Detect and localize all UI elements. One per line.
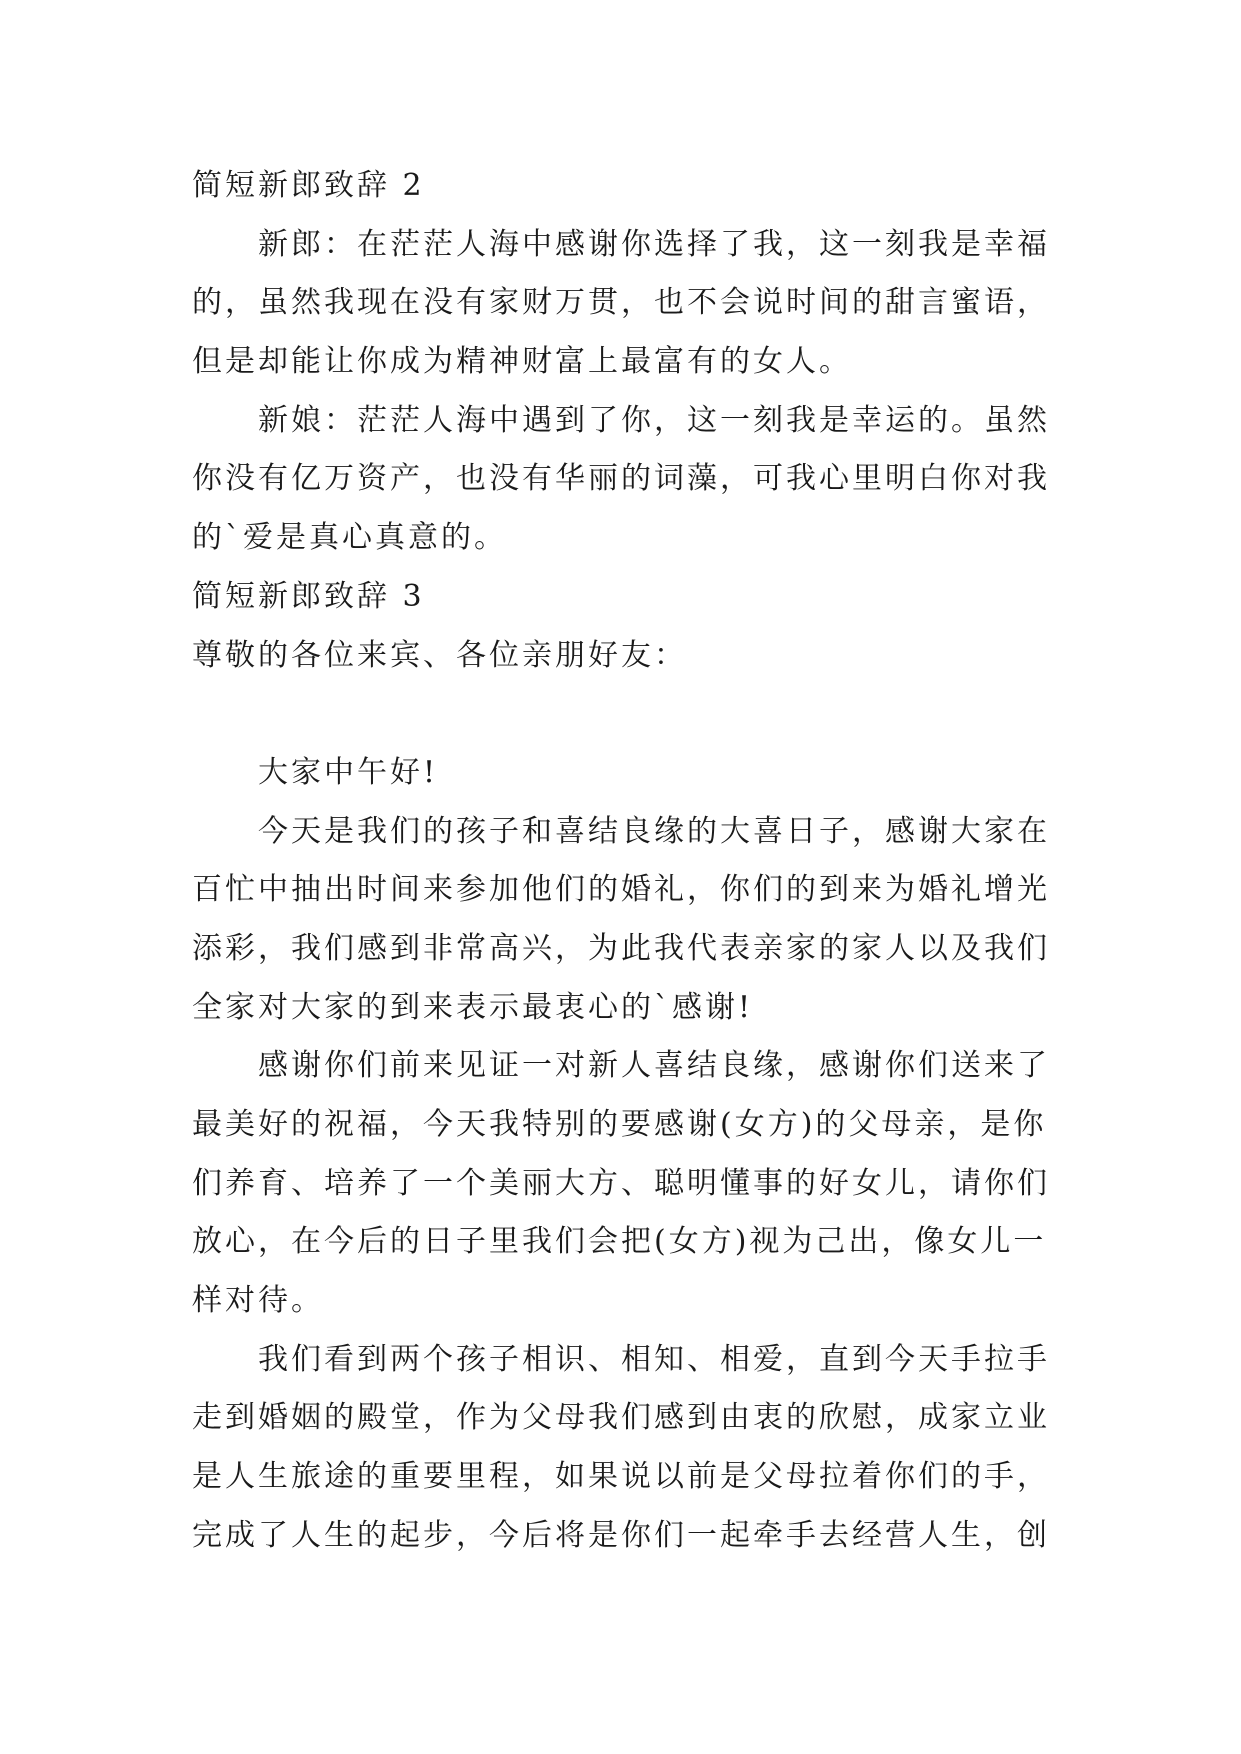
paragraph-line: 样对待。 [192, 1283, 324, 1319]
bride-paragraph [192, 392, 1062, 568]
section-2-heading: 简短新郎致辞 2 [192, 168, 425, 203]
paragraph-line: 们养育、培养了一个美丽大方、聪明懂事的好女儿，请你们 [192, 1165, 1050, 1201]
paragraph-line: 放心，在今后的日子里我们会把(女方)视为己出，像女儿一 [192, 1224, 1047, 1260]
thanks-parents-paragraph [192, 1037, 1062, 1330]
paragraph-line: 我们看到两个孩子相识、相知、相爱，直到今天手拉手 [258, 1341, 1050, 1377]
salutation: 尊敬的各位来宾、各位亲朋好友： [192, 637, 687, 673]
paragraph-line: 的，虽然我现在没有家财万贯，也不会说时间的甜言蜜语， [192, 285, 1050, 321]
groom-paragraph [192, 216, 1062, 392]
paragraph-line: 新郎：在茫茫人海中感谢你选择了我，这一刻我是幸福 [258, 226, 1050, 262]
blessing-paragraph [192, 1331, 1062, 1566]
thanks-guests-paragraph [192, 803, 1062, 1038]
paragraph-line: 走到婚姻的殿堂，作为父母我们感到由衷的欣慰，成家立业 [192, 1400, 1050, 1436]
greeting: 大家中午好! [258, 754, 439, 790]
paragraph-line: 但是却能让你成为精神财富上最富有的女人。 [192, 344, 852, 380]
paragraph-line: 是人生旅途的重要里程，如果说以前是父母拉着你们的手， [192, 1459, 1050, 1495]
document-page [192, 157, 1062, 1566]
paragraph-line: 完成了人生的起步，今后将是你们一起牵手去经营人生，创 [192, 1517, 1050, 1553]
paragraph-line: 最美好的祝福，今天我特别的要感谢(女方)的父母亲，是你 [192, 1107, 1047, 1142]
paragraph-line: 百忙中抽出时间来参加他们的婚礼，你们的到来为婚礼增光 [192, 872, 1050, 908]
paragraph-line: 添彩，我们感到非常高兴，为此我代表亲家的家人以及我们 [192, 930, 1050, 966]
paragraph-line: 今天是我们的孩子和喜结良缘的大喜日子，感谢大家在 [258, 813, 1050, 849]
paragraph-line: 你没有亿万资产，也没有华丽的词藻，可我心里明白你对我 [192, 461, 1050, 497]
paragraph-line: 感谢你们前来见证一对新人喜结良缘，感谢你们送来了 [258, 1048, 1050, 1084]
paragraph-line: 的`爱是真心真意的。 [192, 520, 507, 556]
paragraph-line: 新娘：茫茫人海中遇到了你，这一刻我是幸运的。虽然 [258, 402, 1050, 438]
paragraph-line: 全家对大家的到来表示最衷心的`感谢! [192, 989, 754, 1025]
blank-line [192, 685, 1062, 744]
section-3-heading: 简短新郎致辞 3 [192, 578, 425, 614]
